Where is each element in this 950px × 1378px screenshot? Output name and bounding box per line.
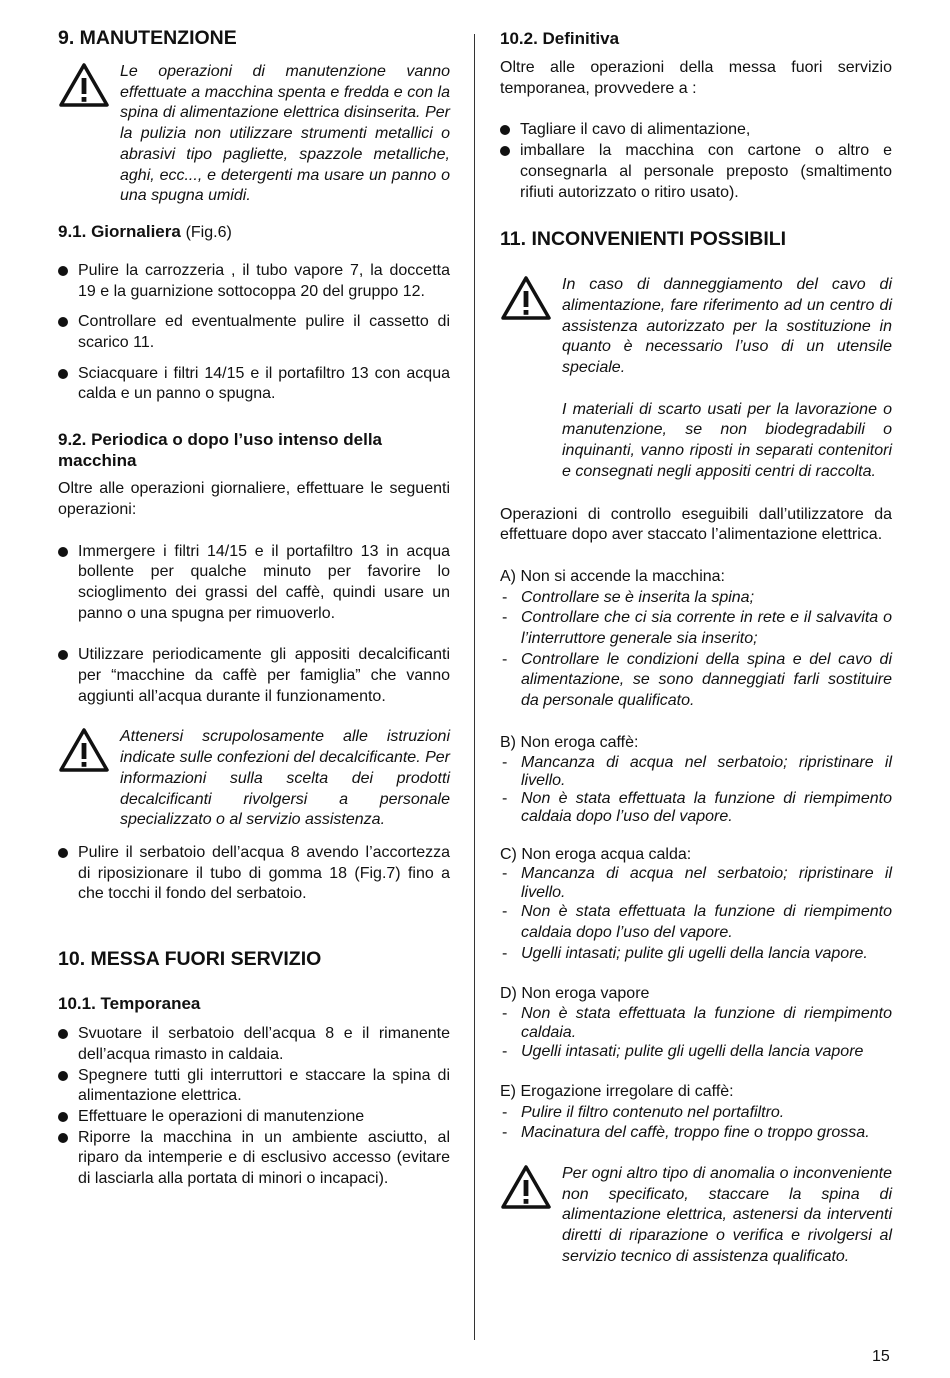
group-items xyxy=(500,754,892,826)
section-9-2-intro: Oltre alle operazioni giornaliere, effettuare le seguenti operazioni: xyxy=(58,480,450,518)
temporary-decommission-list xyxy=(58,1024,450,1190)
section-9-2-title: 9.2. Periodica o dopo l’uso intenso della macchina xyxy=(58,430,383,471)
page-number: 15 xyxy=(872,1348,890,1365)
section-9-1-label: 9.1. Giornaliera xyxy=(58,221,181,241)
group-heading: D) Non eroga vapore xyxy=(500,985,650,1003)
list-item: - Controllare se è inserita la spina; xyxy=(500,588,892,609)
warning-power-cable xyxy=(500,275,892,482)
list-item: Riporre la macchina in un ambiente asciutto, al riparo da intemperie e di esclusivo accesso (evitare di lasciarla alla portata di minori o incapaci). xyxy=(58,1128,450,1190)
list-item: - Controllare che ci sia corrente in rete e il salvavita o l’interruttore generale sia inserito; xyxy=(500,608,892,649)
section-11-intro: Operazioni di controllo eseguibili dall’utilizzatore da effettuare dopo aver staccato l’alimentazione elettrica. xyxy=(500,505,892,544)
group-heading: B) Non eroga caffè: xyxy=(500,733,639,751)
group-items xyxy=(500,1103,892,1144)
list-item: - Non è stata effettuata la funzione di riempimento caldaia dopo l’uso del vapore. xyxy=(500,790,892,826)
warning-triangle-icon xyxy=(58,62,110,108)
list-item: - Pulire il filtro contenuto nel portafiltro. xyxy=(500,1103,892,1124)
figure-reference: (Fig.6) xyxy=(185,223,232,241)
troubleshooting-group-e xyxy=(500,1082,892,1144)
warning-triangle-icon xyxy=(58,727,110,773)
troubleshooting-group-b xyxy=(500,733,892,826)
list-item: Effettuare le operazioni di manutenzione xyxy=(58,1107,450,1128)
list-item: - Macinatura del caffè, troppo fine o troppo grossa. xyxy=(500,1123,892,1144)
warning-text: Le operazioni di manutenzione vanno effettuate a macchina spenta e fredda e con la spina di alimentazione elettrica disinserita. Per la pulizia non utilizzare strumenti metallici o abrasivi tipo pagliette, spazzole metalliche, aghi, ecc..., e detergenti ma usare un panno o una spugna umidi. xyxy=(120,63,450,205)
section-10-1-title: 10.1. Temporanea xyxy=(58,994,201,1014)
list-item: Utilizzare periodicamente gli appositi decalcificanti per “macchine da caffè per famiglia” che vanno aggiunti all’acqua durante il funzionamento. xyxy=(58,645,450,707)
list-item: - Non è stata effettuata la funzione di riempimento caldaia dopo l’uso del vapore. xyxy=(500,902,892,943)
section-9-title: 9. MANUTENZIONE xyxy=(58,27,237,49)
group-items xyxy=(500,588,892,712)
list-item: - Ugelli intasati; pulite gli ugelli della lancia vapore. xyxy=(500,944,892,965)
column-divider xyxy=(474,34,475,1340)
group-heading: C) Non eroga acqua calda: xyxy=(500,845,692,863)
periodic-maintenance-list-continued xyxy=(58,843,450,905)
list-item: - Ugelli intasati; pulite gli ugelli della lancia vapore xyxy=(500,1042,892,1063)
troubleshooting-group-d xyxy=(500,984,892,1062)
daily-maintenance-list xyxy=(58,261,450,405)
group-heading: A) Non si accende la macchina: xyxy=(500,567,725,585)
warning-descaler xyxy=(58,727,450,831)
definitive-decommission-list xyxy=(500,120,892,203)
list-item: Sciacquare i filtri 14/15 e il portafiltro 13 con acqua calda e un panno o spugna. xyxy=(58,364,450,405)
list-item: Spegnere tutti gli interruttori e staccare la spina di alimentazione elettrica. xyxy=(58,1066,450,1107)
list-item: - Controllare le condizioni della spina e del cavo di alimentazione, se sono danneggiati farli sostituire da personale qualificato. xyxy=(500,650,892,712)
list-item: Controllare ed eventualmente pulire il cassetto di scarico 11. xyxy=(58,312,450,353)
list-item: Pulire il serbatoio dell’acqua 8 avendo l’accortezza di riposizionare il tubo di gomma 18 (Fig.7) fino a che tocchi il fondo del serbatoio. xyxy=(58,843,450,905)
group-heading: E) Erogazione irregolare di caffè: xyxy=(500,1082,734,1100)
warning-text: Per ogni altro tipo di anomalia o inconveniente non specificato, staccare la spina di alimentazione elettrica, astenersi da interventi diretti di riparazione o verifica e rivolgersi al servizio tecnico di assistenza qualificato. xyxy=(562,1164,892,1265)
periodic-maintenance-list xyxy=(58,542,450,708)
list-item: - Mancanza di acqua nel serbatoio; ripristinare il livello. xyxy=(500,754,892,790)
list-item: Immergere i filtri 14/15 e il portafiltro 13 in acqua bollente per qualche minuto per favorire lo scioglimento dei grassi del caffè, quindi usare un panno o una spugna per rimuoverlo. xyxy=(58,542,450,625)
section-10-title: 10. MESSA FUORI SERVIZIO xyxy=(58,948,322,971)
warning-text-waste: I materiali di scarto usati per la lavorazione o manutenzione, se non biodegradabili o inquinanti, vanno riposti in separati contenitori e consegnati negli appositi centri di raccolta. xyxy=(562,400,892,480)
list-item: imballare la macchina con cartone o altro e consegnarla al personale preposto (smaltimento rifiuti autorizzato o ritiro usato). xyxy=(500,141,892,203)
list-item: Pulire la carrozzeria , il tubo vapore 7, la doccetta 19 e la guarnizione sottocoppa 20 del gruppo 12. xyxy=(58,261,450,302)
warning-triangle-icon xyxy=(500,1164,552,1210)
section-11-title: 11. INCONVENIENTI POSSIBILI xyxy=(500,228,787,251)
warning-triangle-icon xyxy=(500,275,552,321)
warning-text: In caso di danneggiamento del cavo di alimentazione, fare riferimento ad un centro di assistenza autorizzato per la sostituzione in quanto è necessario l’uso di un utensile speciale. xyxy=(562,276,892,377)
section-9-1-title xyxy=(58,221,450,243)
warning-text: Attenersi scrupolosamente alle istruzioni indicate sulle confezioni del decalcificante. Per informazioni sulla scelta dei prodotti decalcificanti rivolgersi a personale specializzato o al servizio assistenza. xyxy=(120,728,450,829)
right-column xyxy=(500,26,892,1267)
list-item: Tagliare il cavo di alimentazione, xyxy=(500,120,892,141)
list-item: Svuotare il serbatoio dell’acqua 8 e il rimanente dell’acqua rimasto in caldaia. xyxy=(58,1024,450,1065)
troubleshooting-group-c xyxy=(500,845,892,965)
group-items xyxy=(500,1005,892,1063)
warning-maintenance xyxy=(58,62,450,207)
left-column xyxy=(58,26,450,1190)
troubleshooting-group-a xyxy=(500,567,892,712)
list-item: - Mancanza di acqua nel serbatoio; ripristinare il livello. xyxy=(500,865,892,902)
group-items xyxy=(500,865,892,964)
section-10-2-intro: Oltre alle operazioni della messa fuori servizio temporanea, provvedere a : xyxy=(500,59,892,97)
warning-other-anomalies xyxy=(500,1164,892,1268)
section-10-2-title: 10.2. Definitiva xyxy=(500,29,620,48)
list-item: - Non è stata effettuata la funzione di riempimento caldaia. xyxy=(500,1005,892,1042)
